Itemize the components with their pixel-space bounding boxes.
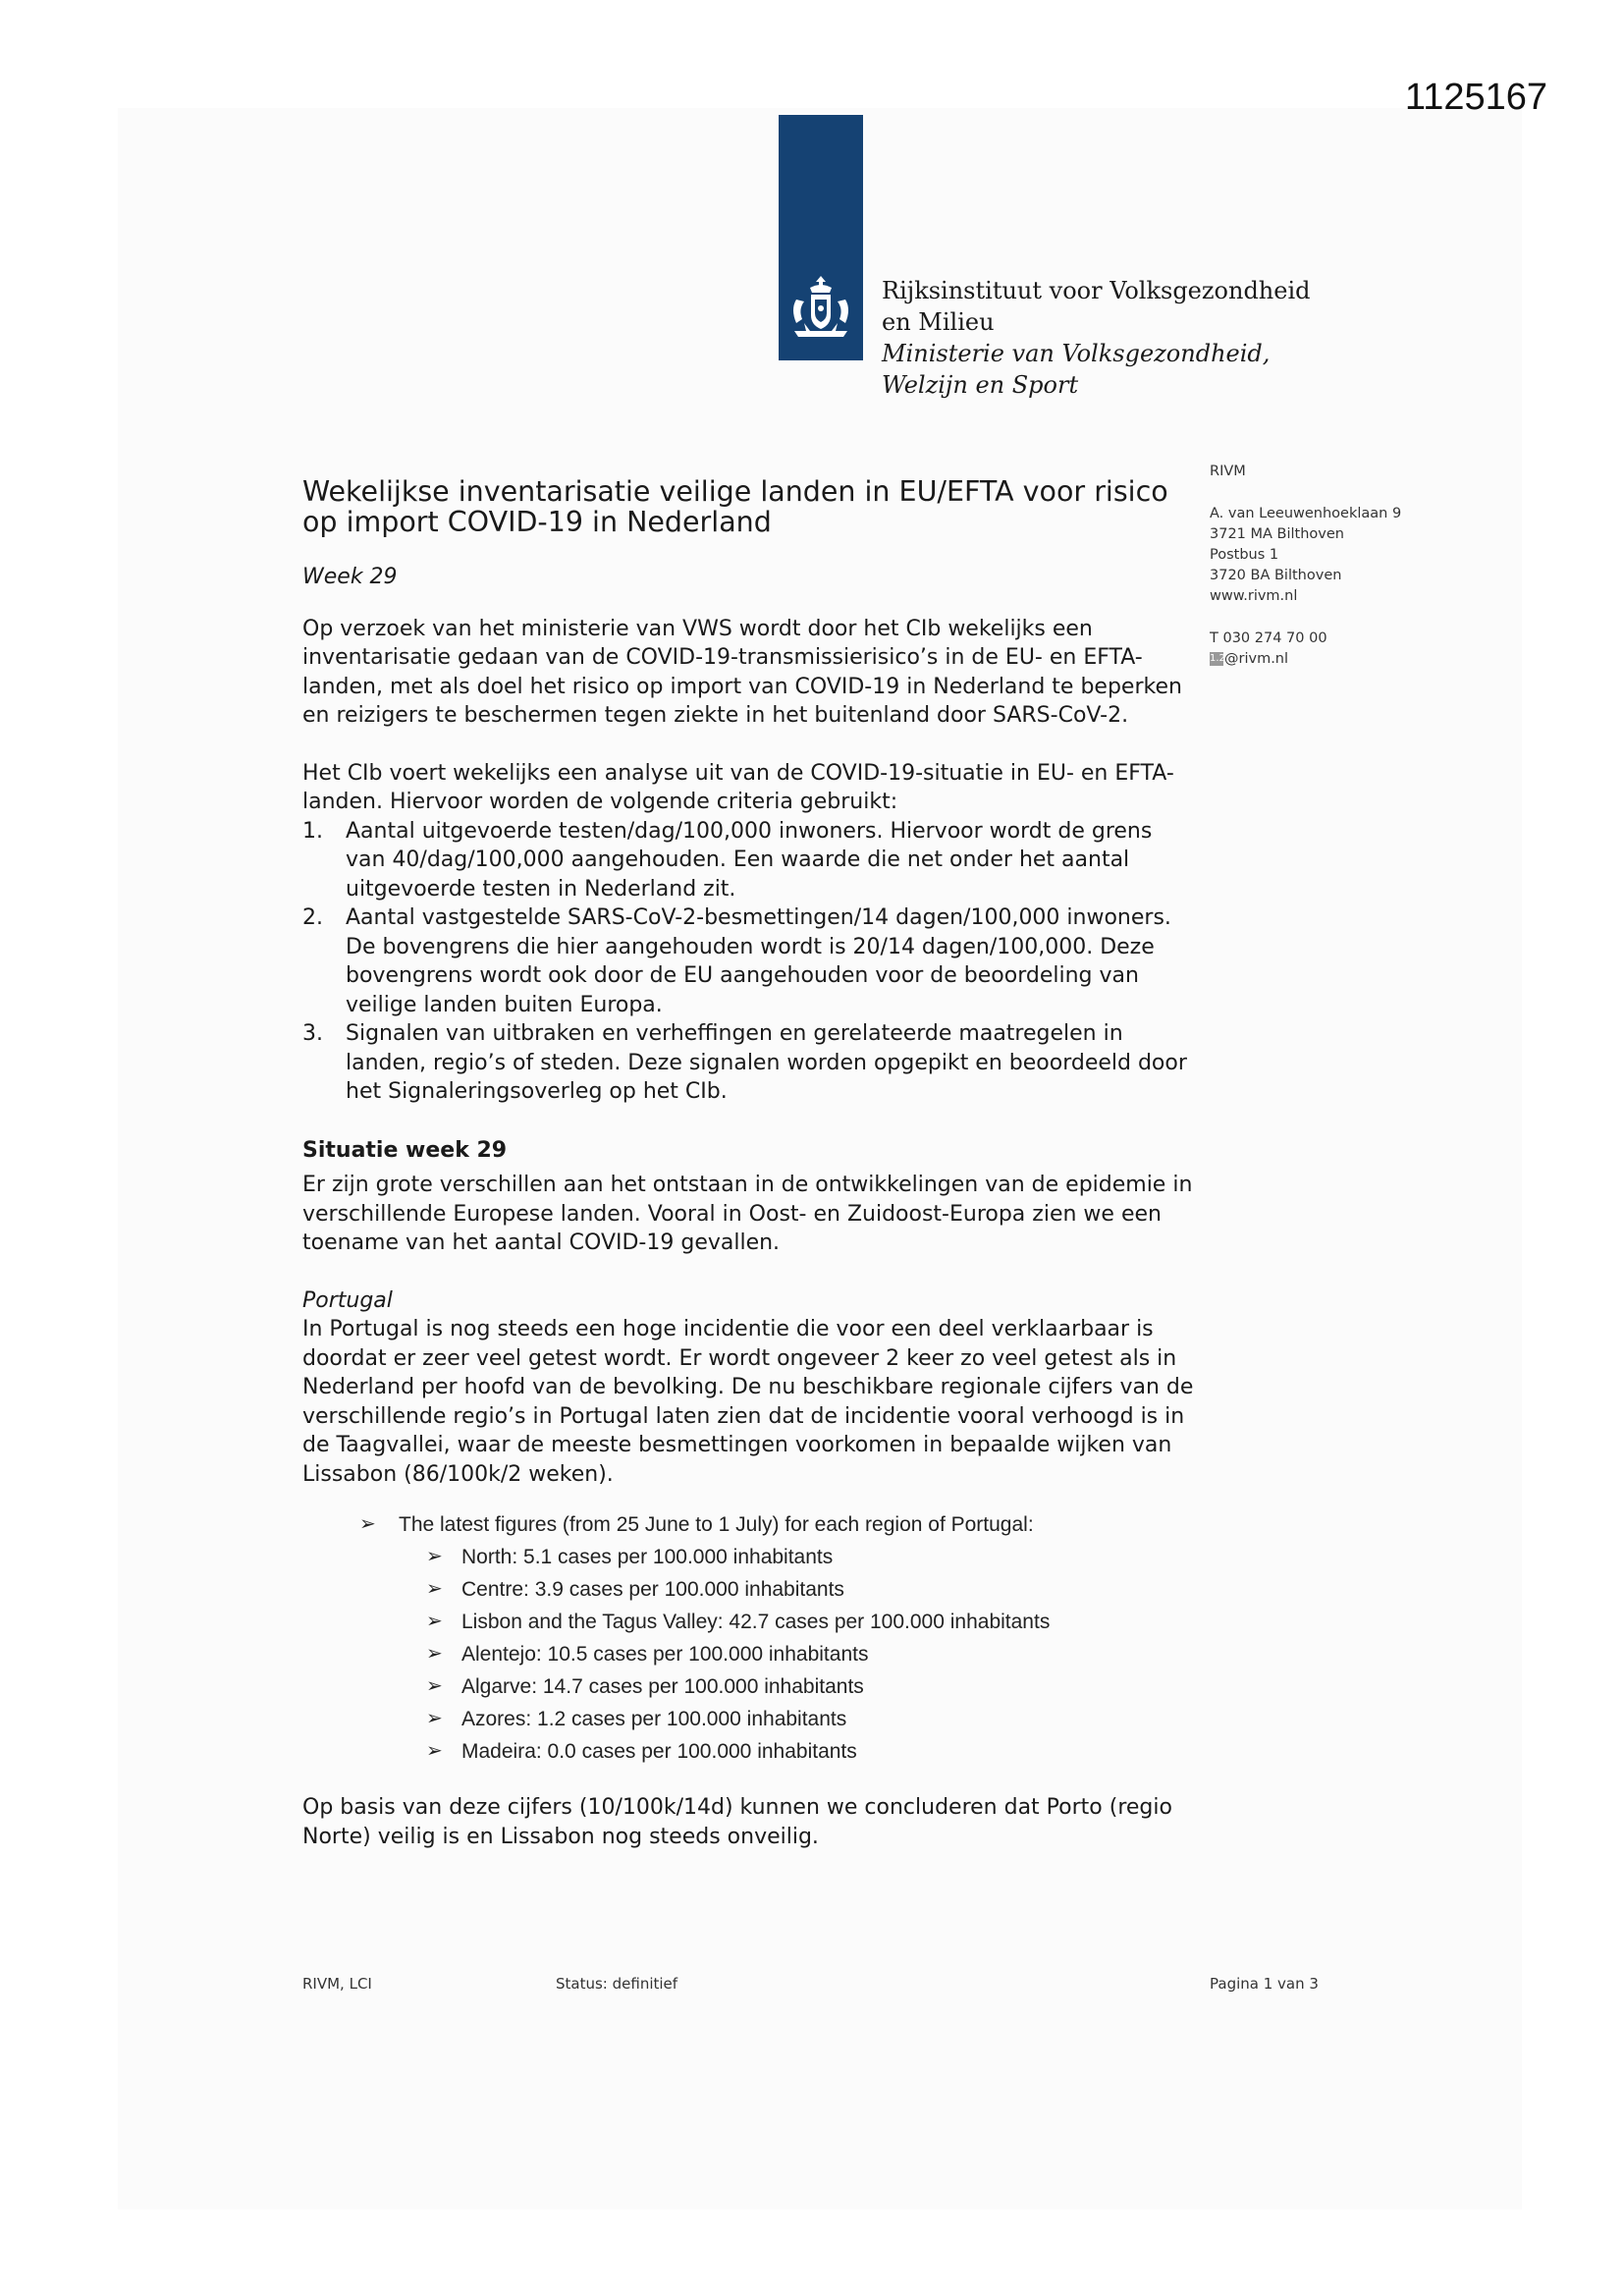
list-number: 3. [302, 1021, 323, 1046]
list-text: Signalen van uitbraken en verheffingen en gerelateerde maatregelen in landen, regio’s of steden. Deze signalen worden opgepikt en beoordeeld door het Signaleringsoverleg op het CIb. [346, 1021, 1187, 1104]
list-item [426, 1606, 1198, 1638]
page-title: Wekelijkse inventarisatie veilige landen in EU/EFTA voor risico op import COVID-19 in Nederland [302, 475, 1168, 538]
criteria-intro: Het CIb voert wekelijks een analyse uit van de COVID-19-situatie in EU- en EFTA-landen. Hiervoor worden de volgende criteria gebruikt: [302, 760, 1174, 814]
arrow-bullet-icon: ➢ [359, 1513, 376, 1535]
email-address[interactable] [1210, 649, 1401, 670]
list-item [302, 903, 1198, 1019]
footer-status: Status: definitief [556, 1975, 678, 1993]
rijksoverheid-logo [779, 115, 863, 360]
email-domain: @rivm.nl [1224, 651, 1289, 667]
sender-name: RIVM [1210, 464, 1246, 479]
org-line-4: Welzijn en Sport [882, 371, 1079, 399]
list-number: 1. [302, 818, 323, 844]
arrow-bullet-icon: ➢ [426, 1611, 443, 1632]
coat-of-arms-icon [786, 276, 855, 349]
document-number: 1125167 [1404, 77, 1547, 118]
region-figure: Azores: 1.2 cases per 100.000 inhabitants [461, 1708, 847, 1730]
website-link[interactable]: www.rivm.nl [1210, 588, 1298, 604]
situation-paragraph: Er zijn grote verschillen aan het ontstaan in de ontwikkelingen van de epidemie in verschillende Europese landen. Vooral in Oost- en Zuidoost-Europa zien we een toename van het aantal COVID-19 gevallen. [302, 1173, 1193, 1255]
address-line: A. van Leeuwenhoeklaan 9 [1210, 506, 1402, 521]
arrow-bullet-icon: ➢ [426, 1740, 443, 1762]
list-number: 2. [302, 905, 323, 930]
intro-paragraph: Op verzoek van het ministerie van VWS wordt door het CIb wekelijks een inventarisatie gedaan van de COVID-19-transmissierisico’s in de EU- en EFTA-landen, met als doel het risico op import van COVID-19 in Nederland te beperken en reizigers te beschermen tegen ziekte in het buitenland door SARS-CoV-2. [302, 616, 1182, 728]
list-item [426, 1735, 1198, 1768]
redacted-email-tag: 1.2 [1210, 653, 1225, 664]
footer-left: RIVM, LCI [302, 1975, 372, 1993]
list-item [426, 1703, 1198, 1735]
region-figures-list [426, 1541, 1198, 1768]
portugal-heading: Portugal [302, 1287, 393, 1313]
portugal-paragraph: In Portugal is nog steeds een hoge incidentie die voor een deel verklaarbaar is doordat er zeer veel getest wordt. Er wordt ongeveer 2 keer zo veel getest als in Nederland per hoofd van de bevolking. De nu beschikbare regionale cijfers van de verschillende regio’s in Portugal laten zien dat de incidentie vooral verhoogd is in de Taagvallei, waar de meeste besmettingen voorkomen in bepaalde wijken van Lissabon (86/100k/2 weken). [302, 1317, 1194, 1487]
situation-heading: Situatie week 29 [302, 1137, 508, 1163]
document-body [302, 476, 1198, 1851]
week-label: Week 29 [302, 565, 398, 589]
address-line: Postbus 1 [1210, 547, 1279, 563]
criteria-list [302, 817, 1198, 1107]
arrow-bullet-icon: ➢ [426, 1546, 443, 1567]
list-item [302, 817, 1198, 904]
phone-number: T 030 274 70 00 [1210, 630, 1327, 646]
figures-intro [359, 1508, 1198, 1541]
arrow-bullet-icon: ➢ [426, 1643, 443, 1665]
list-item [426, 1670, 1198, 1703]
region-figure: Algarve: 14.7 cases per 100.000 inhabitants [461, 1675, 864, 1698]
sender-sidebar [1210, 462, 1401, 691]
footer-page-number: Pagina 1 van 3 [1210, 1975, 1319, 1993]
arrow-bullet-icon: ➢ [426, 1578, 443, 1600]
list-text: Aantal uitgevoerde testen/dag/100,000 inwoners. Hiervoor wordt de grens van 40/dag/100,000 aangehouden. Een waarde die net onder het aantal uitgevoerde testen in Nederland zit. [346, 818, 1153, 902]
list-item [426, 1573, 1198, 1606]
arrow-bullet-icon: ➢ [426, 1708, 443, 1729]
figures-intro-text: The latest figures (from 25 June to 1 July) for each region of Portugal: [399, 1513, 1034, 1536]
list-item [426, 1638, 1198, 1670]
org-line-3: Ministerie van Volksgezondheid, [882, 340, 1271, 367]
address-line: 3720 BA Bilthoven [1210, 568, 1342, 583]
address-line: 3721 MA Bilthoven [1210, 526, 1344, 542]
sender-address [1210, 504, 1401, 607]
organization-name [882, 275, 1311, 401]
conclusion-paragraph: Op basis van deze cijfers (10/100k/14d) kunnen we concluderen dat Porto (regio Norte) veilig is en Lissabon nog steeds onveilig. [302, 1795, 1172, 1849]
org-line-1: Rijksinstituut voor Volksgezondheid [882, 277, 1311, 304]
list-item [302, 1019, 1198, 1107]
region-figure: Madeira: 0.0 cases per 100.000 inhabitants [461, 1740, 857, 1763]
region-figure: Alentejo: 10.5 cases per 100.000 inhabitants [461, 1643, 869, 1666]
region-figure: Lisbon and the Tagus Valley: 42.7 cases per 100.000 inhabitants [461, 1611, 1051, 1633]
arrow-bullet-icon: ➢ [426, 1675, 443, 1697]
region-figure: North: 5.1 cases per 100.000 inhabitants [461, 1546, 834, 1568]
list-text: Aantal vastgestelde SARS-CoV-2-besmettingen/14 dagen/100,000 inwoners. De bovengrens die hier aangehouden wordt is 20/14 dagen/100,000. Deze bovengrens wordt ook door de EU aangehouden voor de beoordeling van veilige landen buiten Europa. [346, 905, 1171, 1017]
region-figure: Centre: 3.9 cases per 100.000 inhabitants [461, 1578, 844, 1601]
org-line-2: en Milieu [882, 308, 995, 336]
sender-contact [1210, 629, 1401, 670]
list-item [426, 1541, 1198, 1573]
